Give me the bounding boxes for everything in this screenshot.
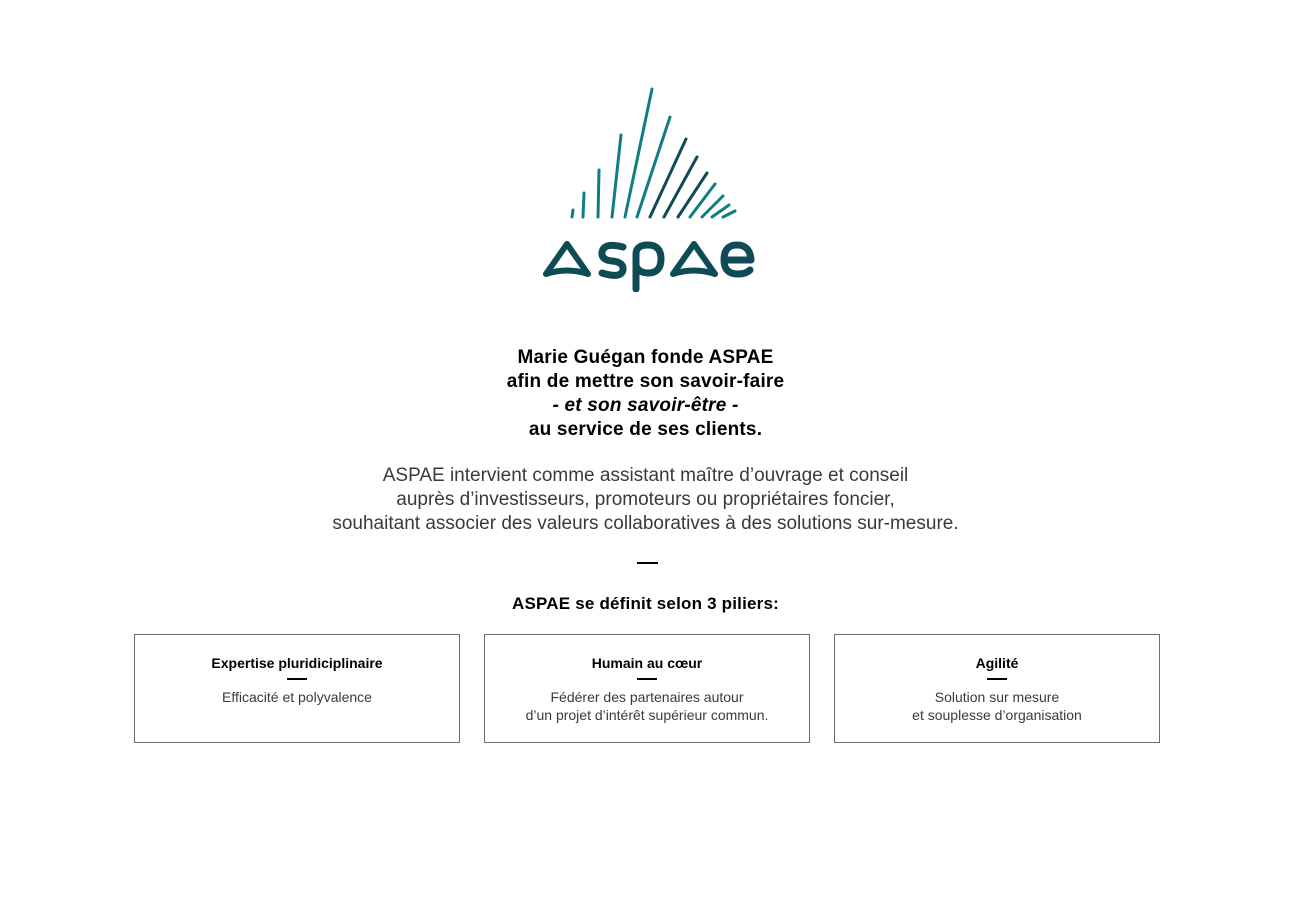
pillar-text xyxy=(135,688,459,706)
pillar-divider xyxy=(987,678,1007,680)
pillar-card-agilite xyxy=(834,634,1160,743)
pillar-divider xyxy=(637,678,657,680)
pillar-text-line: d’un projet d’intérêt supérieur commun. xyxy=(525,707,769,723)
aspae-logo xyxy=(540,84,756,292)
pillar-card-humain xyxy=(484,634,810,743)
pillar-text-line: Fédérer des partenaires autour xyxy=(550,689,744,705)
pillar-divider xyxy=(287,678,307,680)
logo-ray xyxy=(723,211,735,217)
logo-ray xyxy=(664,157,697,217)
intro-statement xyxy=(0,346,1291,442)
logo-ray xyxy=(598,170,599,217)
logo-ray xyxy=(572,210,573,217)
logo-wordmark xyxy=(546,244,751,289)
logo-ray xyxy=(583,193,584,217)
pillar-card-expertise xyxy=(134,634,460,743)
intro-line: au service de ses clients. xyxy=(528,419,763,440)
logo-rays xyxy=(572,89,735,217)
pillars-heading: ASPAE se définit selon 3 piliers: xyxy=(511,594,780,613)
section-divider xyxy=(637,562,658,564)
description-line: souhaitant associer des valeurs collaboratives à des solutions sur-mesure. xyxy=(332,513,959,534)
intro-line: afin de mettre son savoir-faire xyxy=(506,371,785,392)
pillar-text-line: Solution sur mesure xyxy=(934,689,1060,705)
intro-line: Marie Guégan fonde ASPAE xyxy=(517,347,774,368)
logo-ray xyxy=(678,173,707,217)
pillar-text xyxy=(835,688,1159,724)
intro-line-italic: - et son savoir-être - xyxy=(552,395,739,416)
pillar-title: Agilité xyxy=(975,655,1019,671)
pillar-text xyxy=(485,688,809,724)
description-line: ASPAE intervient comme assistant maître d’ouvrage et conseil xyxy=(382,465,909,486)
pillar-text-line: et souplesse d’organisation xyxy=(912,707,1082,723)
logo-ray xyxy=(650,139,686,217)
company-description xyxy=(0,464,1291,536)
pillar-title: Expertise pluridiciplinaire xyxy=(211,655,383,671)
description-line: auprès d’investisseurs, promoteurs ou propriétaires foncier, xyxy=(396,489,895,510)
logo-ray xyxy=(612,135,621,217)
logo-ray xyxy=(690,184,715,217)
pillar-text-line: Efficacité et polyvalence xyxy=(222,689,372,705)
logo-ray xyxy=(625,89,652,217)
pillar-title: Humain au cœur xyxy=(591,655,703,671)
